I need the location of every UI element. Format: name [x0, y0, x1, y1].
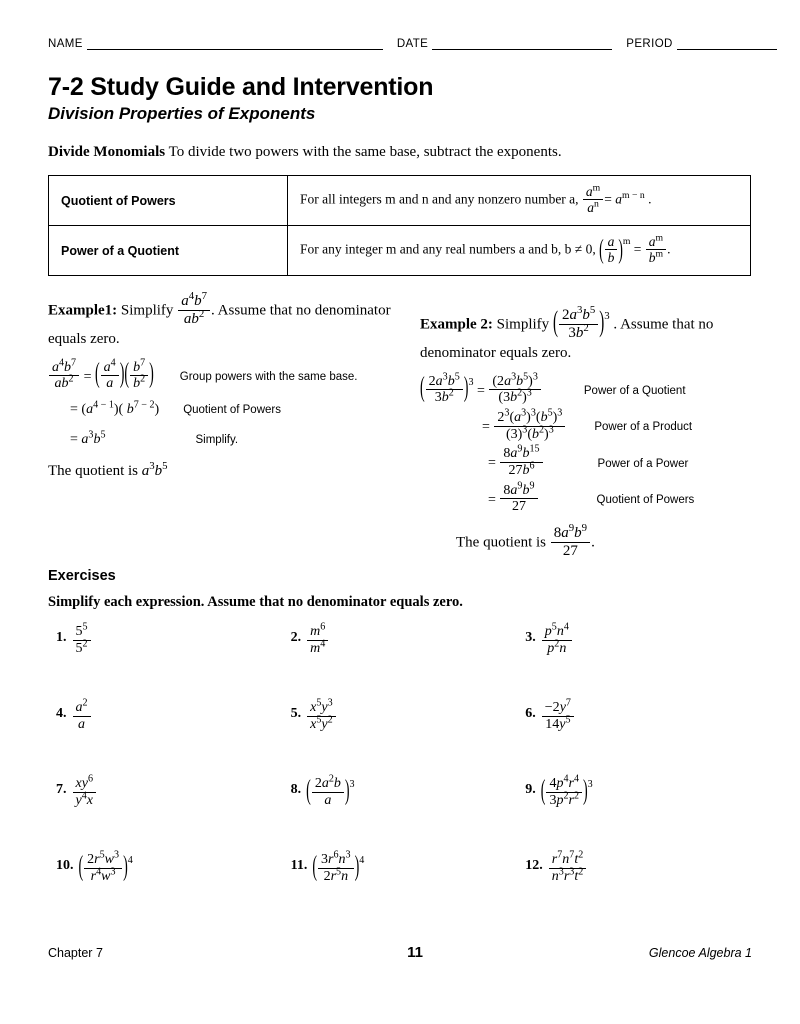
work-math: ( $\frac{2a^3b^5}{3b^2}$ )$^3$ = $\frac{(2a^3b^5)^3}{(3b^2)^3}$ [420, 375, 542, 407]
example-1-work [48, 357, 398, 453]
exercise-expression: $\frac{p^5n^4}{p^2n}$ [541, 625, 573, 657]
example-1-heading-rest: Simplify [117, 303, 174, 320]
exercise-number: 1. [56, 630, 67, 646]
table-row [49, 226, 751, 276]
exercise-number: 4. [56, 706, 67, 722]
work-note: Power of a Product [594, 421, 693, 434]
exercise-row [48, 773, 752, 853]
property-name-quotient-of-powers: Quotient of Powers [49, 176, 288, 226]
example-2-heading-rest: Simplify [492, 317, 550, 334]
exercise-grid [48, 621, 752, 929]
examples-section [48, 290, 752, 562]
exercise-expression: $\frac{-2y^7}{14y^5}$ [541, 701, 575, 733]
conclusion-prefix: The quotient is [456, 534, 546, 551]
footer-source: Glencoe Algebra 1 [648, 946, 752, 960]
exercise-number: 9. [525, 782, 536, 798]
example-1-heading [48, 290, 398, 350]
work-math: = $\frac{8a^9b^9}{27}$ [420, 484, 539, 516]
math-a-over-b-paren: ( $\frac{a}{b}$ )$^m$ [599, 233, 631, 266]
properties-table [48, 175, 751, 276]
page-footer [48, 944, 752, 961]
example-2 [420, 294, 752, 560]
work-line [420, 480, 752, 516]
name-blank-line[interactable] [87, 38, 383, 50]
exercise-number: 3. [525, 630, 536, 646]
exercise-item-3[interactable] [517, 621, 752, 701]
work-line [48, 397, 398, 423]
conclusion-suffix: . [591, 534, 595, 551]
exercise-number: 8. [290, 782, 302, 798]
example-2-work [420, 371, 752, 516]
exercise-expression: $\frac{xy^6}{y^4x}$ [72, 777, 97, 809]
work-note: Quotient of Powers [596, 493, 695, 506]
exercise-number: 7. [56, 782, 67, 798]
exercise-expression: $\frac{m^6}{m^4}$ [306, 625, 329, 657]
exercise-number: 5. [290, 706, 302, 722]
exercise-expression: ( $\frac{4p^4r^4}{3p^2r^2}$ )$^3$ [540, 773, 593, 809]
work-math: = $\frac{8a^9b^{15}}{27b^6}$ [420, 447, 544, 479]
table-row [49, 176, 751, 226]
exercises-instructions: Simplify each expression. Assume that no denominator equals zero. [48, 594, 463, 611]
page-title: 7-2 Study Guide and Intervention [48, 73, 434, 101]
exercise-expression: $\frac{a^2}{a}$ [72, 701, 92, 733]
property-description-quotient-of-powers: For all integers m and n and any nonzero number a, $\frac{a^m}{a^n}$ = $a^{m - n}$ . [288, 176, 751, 226]
page-subtitle: Division Properties of Exponents [48, 104, 316, 123]
work-math: = $\frac{2^3(a^3)^3(b^5)^3}{(3)^3(b^2)^3}$ [420, 411, 566, 443]
work-line [420, 371, 752, 407]
property-desc-text: For any integer m and any real numbers a and b, b ≠ 0, [300, 241, 596, 257]
exercise-row [48, 697, 752, 777]
example-1-heading-tail: . Assume that no denominator equals zero. [48, 303, 391, 348]
exercises-heading: Exercises [48, 568, 116, 585]
exercise-number: 2. [290, 630, 302, 646]
exercise-expression: ( $\frac{2r^5w^3}{r^4w^3}$ )$^4$ [78, 849, 133, 885]
exercise-expression: $\frac{x^5y^3}{x^5y^2}$ [306, 701, 337, 733]
property-description-power-of-a-quotient: For any integer m and any real numbers a and b, b ≠ 0, ( $\frac{a}{b}$ )$^m$ = $\frac{a^m}{b^m}$ . [288, 226, 751, 276]
work-note: Group powers with the same base. [179, 370, 358, 383]
property-name-power-of-a-quotient: Power of a Quotient [49, 226, 288, 276]
exercise-row [48, 621, 752, 701]
page-content [48, 38, 752, 929]
work-line [420, 407, 752, 443]
footer-chapter: Chapter 7 [48, 946, 103, 960]
work-line [420, 443, 752, 479]
exercise-item-6[interactable] [517, 697, 752, 777]
exercise-item-9[interactable] [517, 773, 752, 853]
work-line [48, 357, 398, 393]
lead-text: To divide two powers with the same base, subtract the exponents. [165, 144, 562, 160]
exercise-item-1[interactable] [48, 621, 283, 701]
example-2-heading-tail: . Assume that no denominator equals zero. [420, 317, 714, 362]
work-note: Power of a Power [597, 457, 689, 470]
example-2-label: Example 2: [420, 317, 493, 334]
example-2-heading [420, 304, 752, 364]
math-a4b7-over-ab2: $\frac{a^4b^7}{ab^2}$ [178, 293, 210, 328]
date-label: DATE [396, 38, 429, 50]
date-blank-line[interactable] [432, 38, 612, 50]
exercise-item-4[interactable] [48, 697, 283, 777]
math-a-m-over-a-n: $\frac{a^m}{a^n}$ [583, 184, 603, 215]
example-2-conclusion [420, 522, 752, 561]
example-1-conclusion: The quotient is $a^3b^5$ [48, 460, 168, 480]
exercise-expression: $\frac{r^7n^7t^2}{n^3r^3t^2}$ [548, 853, 587, 885]
example-1-label: Example1: [48, 303, 118, 320]
exercise-expression: $\frac{5^5}{5^2}$ [72, 625, 92, 657]
math-a3b5: a [141, 463, 150, 480]
exercise-item-7[interactable] [48, 773, 283, 853]
period-blank-line[interactable] [677, 38, 777, 50]
work-note: Simplify. [195, 434, 239, 447]
name-label: NAME [48, 38, 83, 50]
exercise-number: 12. [525, 858, 543, 874]
period-label: PERIOD [626, 38, 673, 50]
exercise-number: 11. [290, 858, 308, 874]
exercise-expression: ( $\frac{2a^2b}{a}$ )$^3$ [306, 773, 355, 809]
work-note: Power of a Quotient [583, 384, 686, 397]
exercise-number: 10. [56, 858, 74, 874]
exercise-expression: ( $\frac{3r^6n^3}{2r^5n}$ )$^4$ [312, 849, 365, 885]
math-8a9b9-over-27: $\frac{8a^9b^9}{27}$ [551, 525, 590, 560]
work-line [48, 427, 398, 453]
exercise-item-12[interactable] [517, 849, 752, 929]
exercise-item-10[interactable] [48, 849, 283, 929]
exercise-item-8[interactable] [283, 773, 518, 853]
property-desc-text: For all integers m and n and any nonzero number a, [300, 191, 579, 207]
work-math: = $(a^{4 - 1})$( $b^{7 - 2}$) [70, 399, 160, 418]
exercise-number: 6. [525, 706, 536, 722]
work-note: Quotient of Powers [183, 404, 281, 417]
name-date-period-bar [48, 38, 752, 50]
exercise-item-5[interactable] [283, 697, 518, 777]
example-1 [48, 290, 398, 480]
lead-paragraph [48, 144, 752, 161]
work-math: $\frac{a^4b^7}{ab^2}$ = ( $\frac{a^4}{a}$ )( $\frac{b^7}{b^2}$ ) [48, 361, 154, 393]
math-a-m-over-b-m: $\frac{a^m}{b^m}$ [646, 234, 666, 265]
exercise-item-11[interactable] [283, 849, 518, 929]
math-2a3b5-over-3b2-cubed: ( $\frac{2a^3b^5}{3b^2}$ )$^3$ [552, 304, 610, 342]
footer-page-number: 11 [407, 944, 423, 961]
conclusion-prefix: The quotient is [48, 463, 138, 480]
exercise-row [48, 849, 752, 929]
work-math: = $a^3b^5$ [70, 429, 106, 448]
exercise-item-2[interactable] [283, 621, 518, 701]
lead-bold-term: Divide Monomials [48, 144, 166, 160]
